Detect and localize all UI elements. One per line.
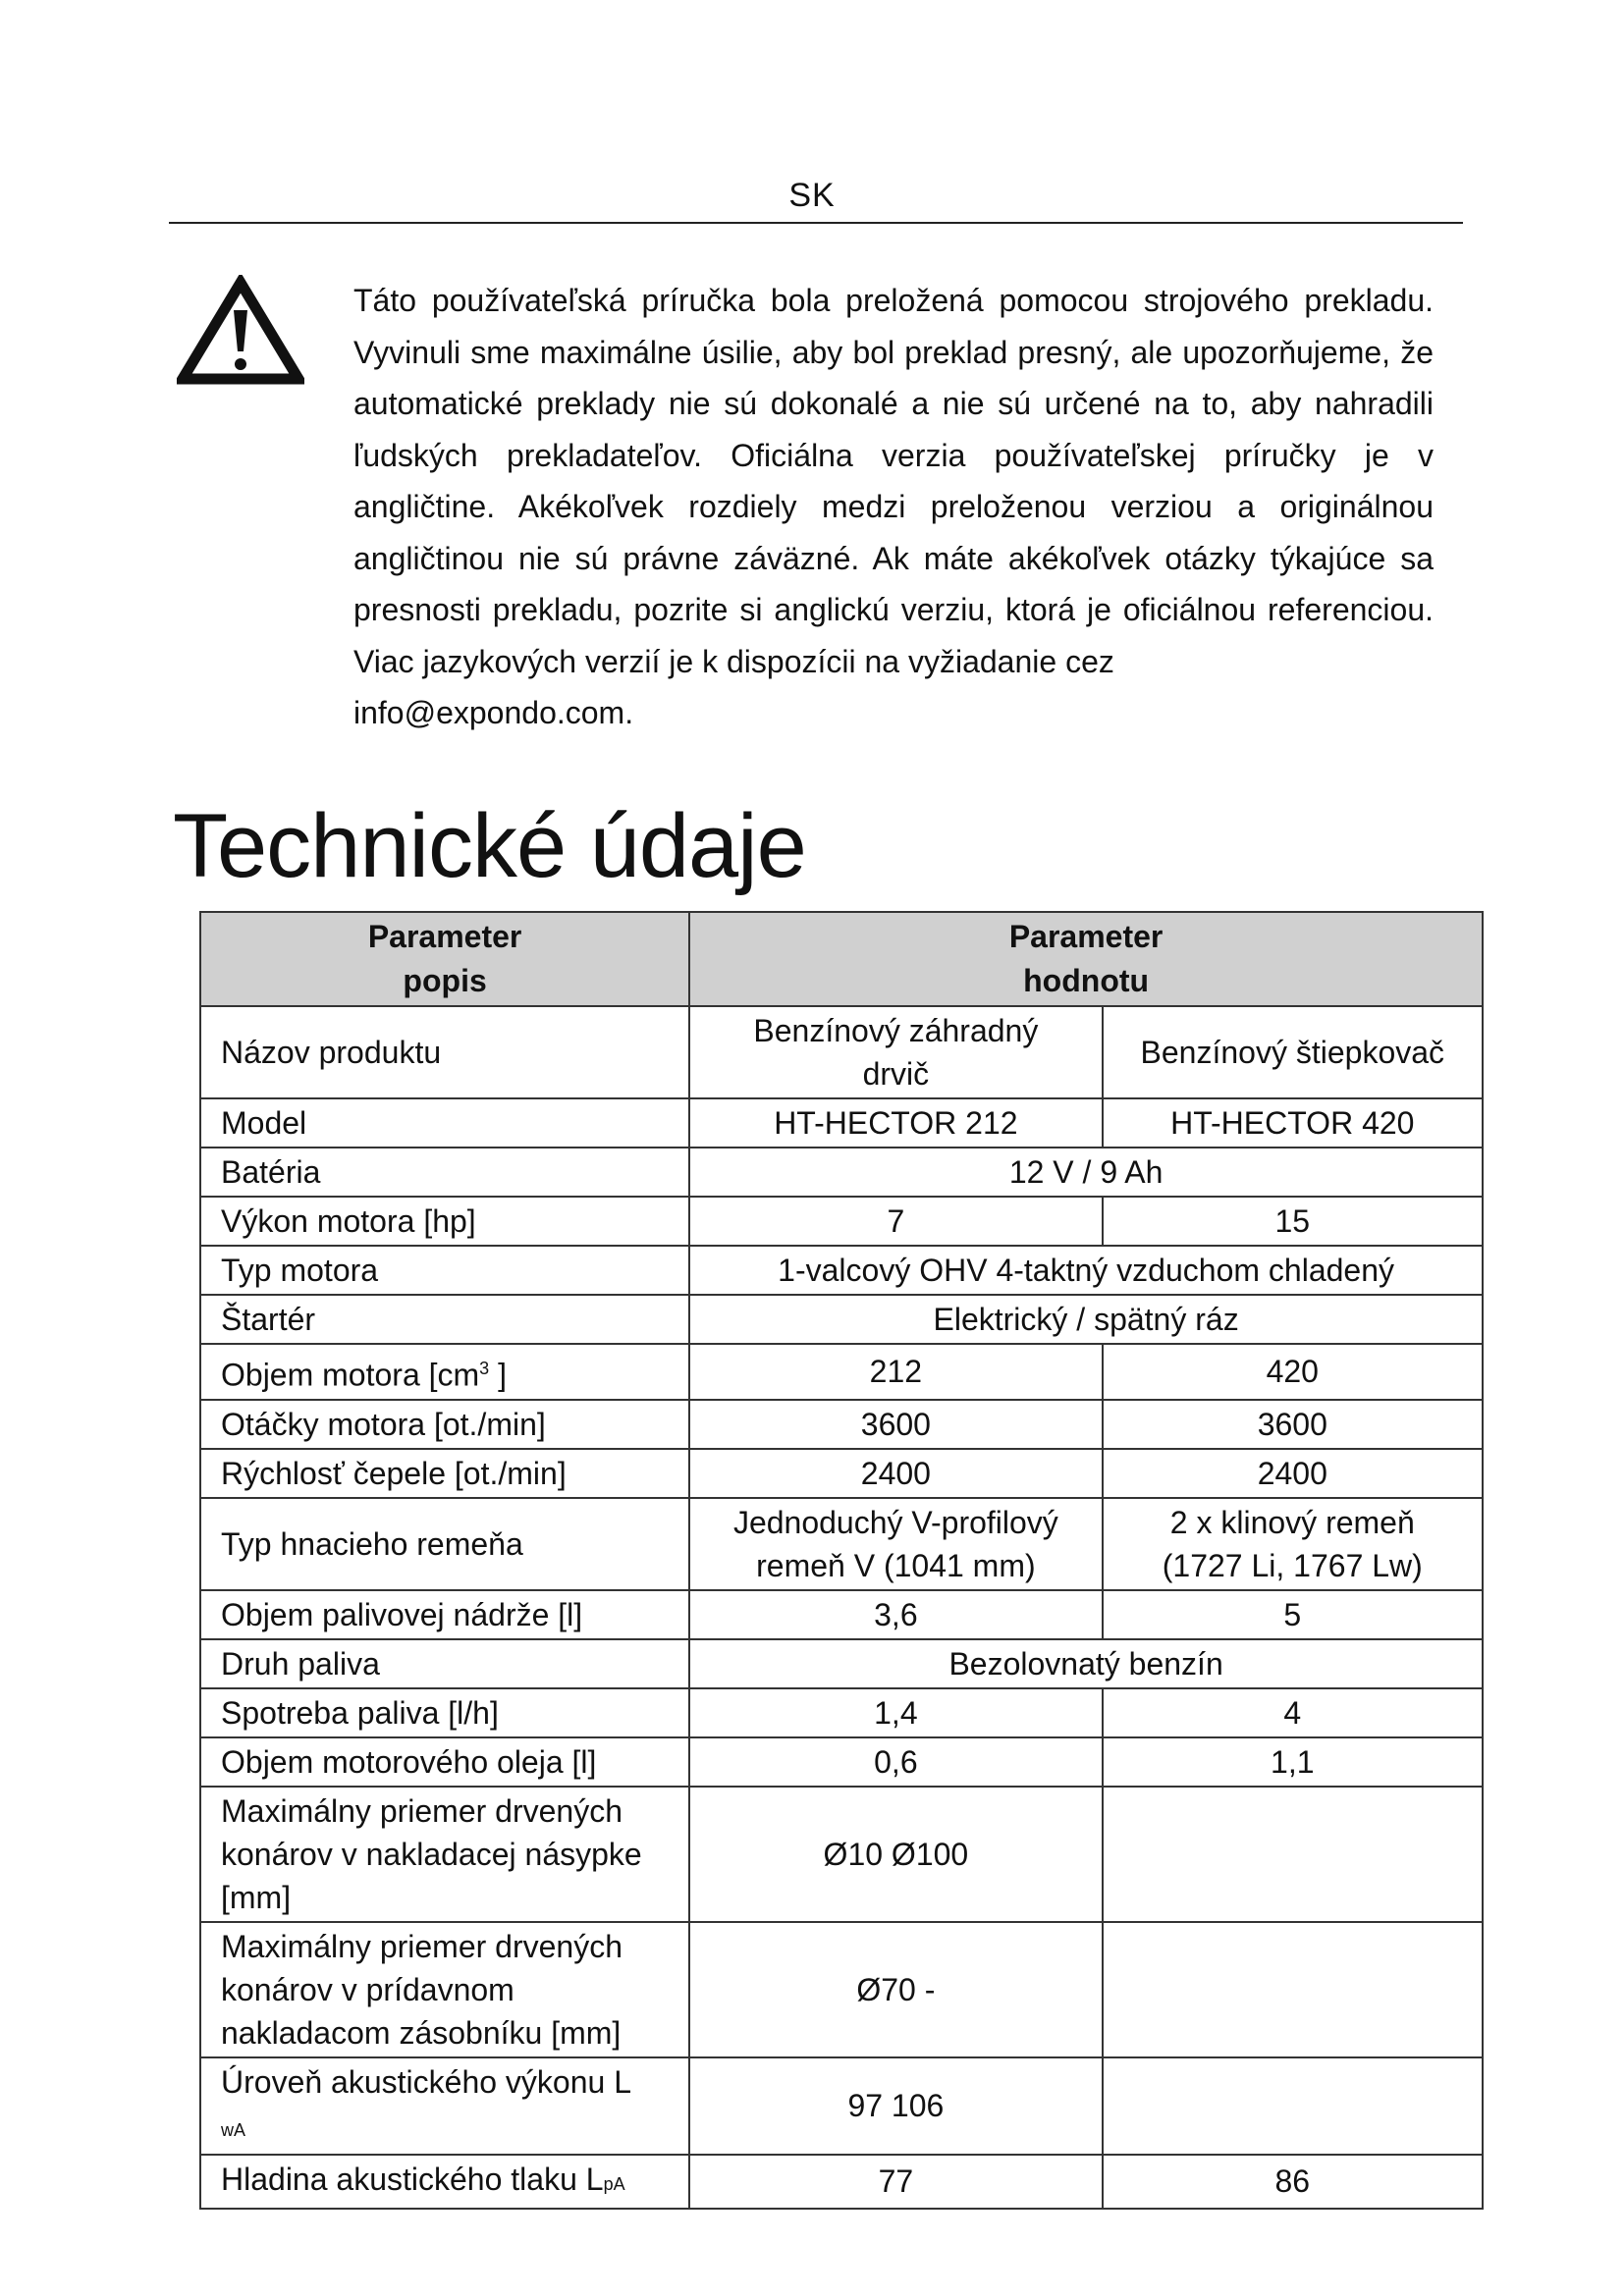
notice-email: info@expondo.com. [353,695,634,730]
row-value: 77 [689,2155,1102,2209]
row-value: Benzínový záhradný drvič [689,1006,1102,1098]
row-value: Elektrický / spätný ráz [689,1295,1483,1344]
row-label: Rýchlosť čepele [ot./min] [200,1449,689,1498]
table-row [200,1498,1483,1590]
table-row [200,1922,1483,2057]
row-value: Ø10 Ø100 [689,1787,1102,1922]
row-value: 1,1 [1103,1737,1483,1787]
table-row [200,2057,1483,2155]
row-value: 97 106 [689,2057,1102,2155]
specifications-table [199,911,1484,2210]
table-row [200,1737,1483,1787]
row-value: Ø70 - [689,1922,1102,2057]
table-row [200,1344,1483,1400]
table-row [200,2155,1483,2209]
header-divider [169,222,1463,224]
row-label: Objem motora [$cm^3$ ] [200,1344,689,1400]
row-value [1103,1787,1483,1922]
row-label: Objem motorového oleja [l] [200,1737,689,1787]
row-label: Batéria [200,1148,689,1197]
translation-notice [353,275,1434,739]
row-label: Model [200,1098,689,1148]
row-label: Otáčky motora [ot./min] [200,1400,689,1449]
row-value: Jednoduchý V-profilový remeň V (1041 mm) [689,1498,1102,1590]
row-label: Výkon motora [hp] [200,1197,689,1246]
row-value: HT-HECTOR 420 [1103,1098,1483,1148]
row-value: 420 [1103,1344,1483,1400]
row-value: 212 [689,1344,1102,1400]
row-value [1103,1922,1483,2057]
row-label: Maximálny priemer drvených konárov v prídavnom nakladacom zásobníku [mm] [200,1922,689,2057]
row-value [1103,2057,1483,2155]
row-value: Benzínový štiepkovač [1103,1006,1483,1098]
row-value: 1,4 [689,1688,1102,1737]
row-value: 1-valcový OHV 4-taktný vzduchom chladený [689,1246,1483,1295]
row-label: Hladina akustického tlaku LpA [200,2155,689,2209]
row-label: Názov produktu [200,1006,689,1098]
table-row [200,1688,1483,1737]
table-row [200,1197,1483,1246]
row-value: 3600 [1103,1400,1483,1449]
table-row [200,1006,1483,1098]
row-value: Bezolovnatý benzín [689,1639,1483,1688]
row-label: Štartér [200,1295,689,1344]
header-parameter-value: Parameter hodnotu [689,912,1483,1006]
row-value: 4 [1103,1688,1483,1737]
table-row [200,1639,1483,1688]
table-row [200,1295,1483,1344]
row-label: Druh paliva [200,1639,689,1688]
row-label: Objem palivovej nádrže [l] [200,1590,689,1639]
row-label: Spotreba paliva [l/h] [200,1688,689,1737]
table-header-row [200,912,1483,1006]
row-value: 3600 [689,1400,1102,1449]
language-code: SK [788,177,836,214]
row-value: 2 x klinový remeň (1727 Li, 1767 Lw) [1103,1498,1483,1590]
section-title: Technické údaje [173,796,806,896]
row-value: 0,6 [689,1737,1102,1787]
row-value: 2400 [689,1449,1102,1498]
table-row [200,1246,1483,1295]
row-label: Typ hnacieho remeňa [200,1498,689,1590]
row-label: Maximálny priemer drvených konárov v nakladacej násypke [mm] [200,1787,689,1922]
notice-text: Táto používateľská príručka bola preložená pomocou strojového prekladu. Vyvinuli sme maximálne úsilie, aby bol preklad presný, ale upozorňujeme, že automatické preklady nie sú dokonalé a nie sú určené na to, aby nahradili ľudských prekladateľov. Oficiálna verzia používateľskej príručky je v angličtine. Akékoľvek rozdiely medzi preloženou verziou a originálnou angličtinou nie sú právne záväzné. Ak máte akékoľvek otázky týkajúce sa presnosti prekladu, pozrite si anglickú verziu, ktorá je oficiálnou referenciou. Viac jazykových verzií je k dispozícii na vyžiadanie cez [353,283,1434,679]
row-value: 3,6 [689,1590,1102,1639]
row-label: Typ motora [200,1246,689,1295]
row-value: 7 [689,1197,1102,1246]
header-parameter-description: Parameter popis [200,912,689,1006]
row-label: Úroveň akustického výkonu L wA [200,2057,689,2155]
row-value: 86 [1103,2155,1483,2209]
table-row [200,1400,1483,1449]
row-value: 2400 [1103,1449,1483,1498]
row-value: 15 [1103,1197,1483,1246]
table-row [200,1449,1483,1498]
row-value: HT-HECTOR 212 [689,1098,1102,1148]
warning-triangle-icon [177,275,304,385]
table-row [200,1787,1483,1922]
table-row [200,1590,1483,1639]
row-value: 5 [1103,1590,1483,1639]
table-row [200,1098,1483,1148]
row-value: 12 V / 9 Ah [689,1148,1483,1197]
table-row [200,1148,1483,1197]
